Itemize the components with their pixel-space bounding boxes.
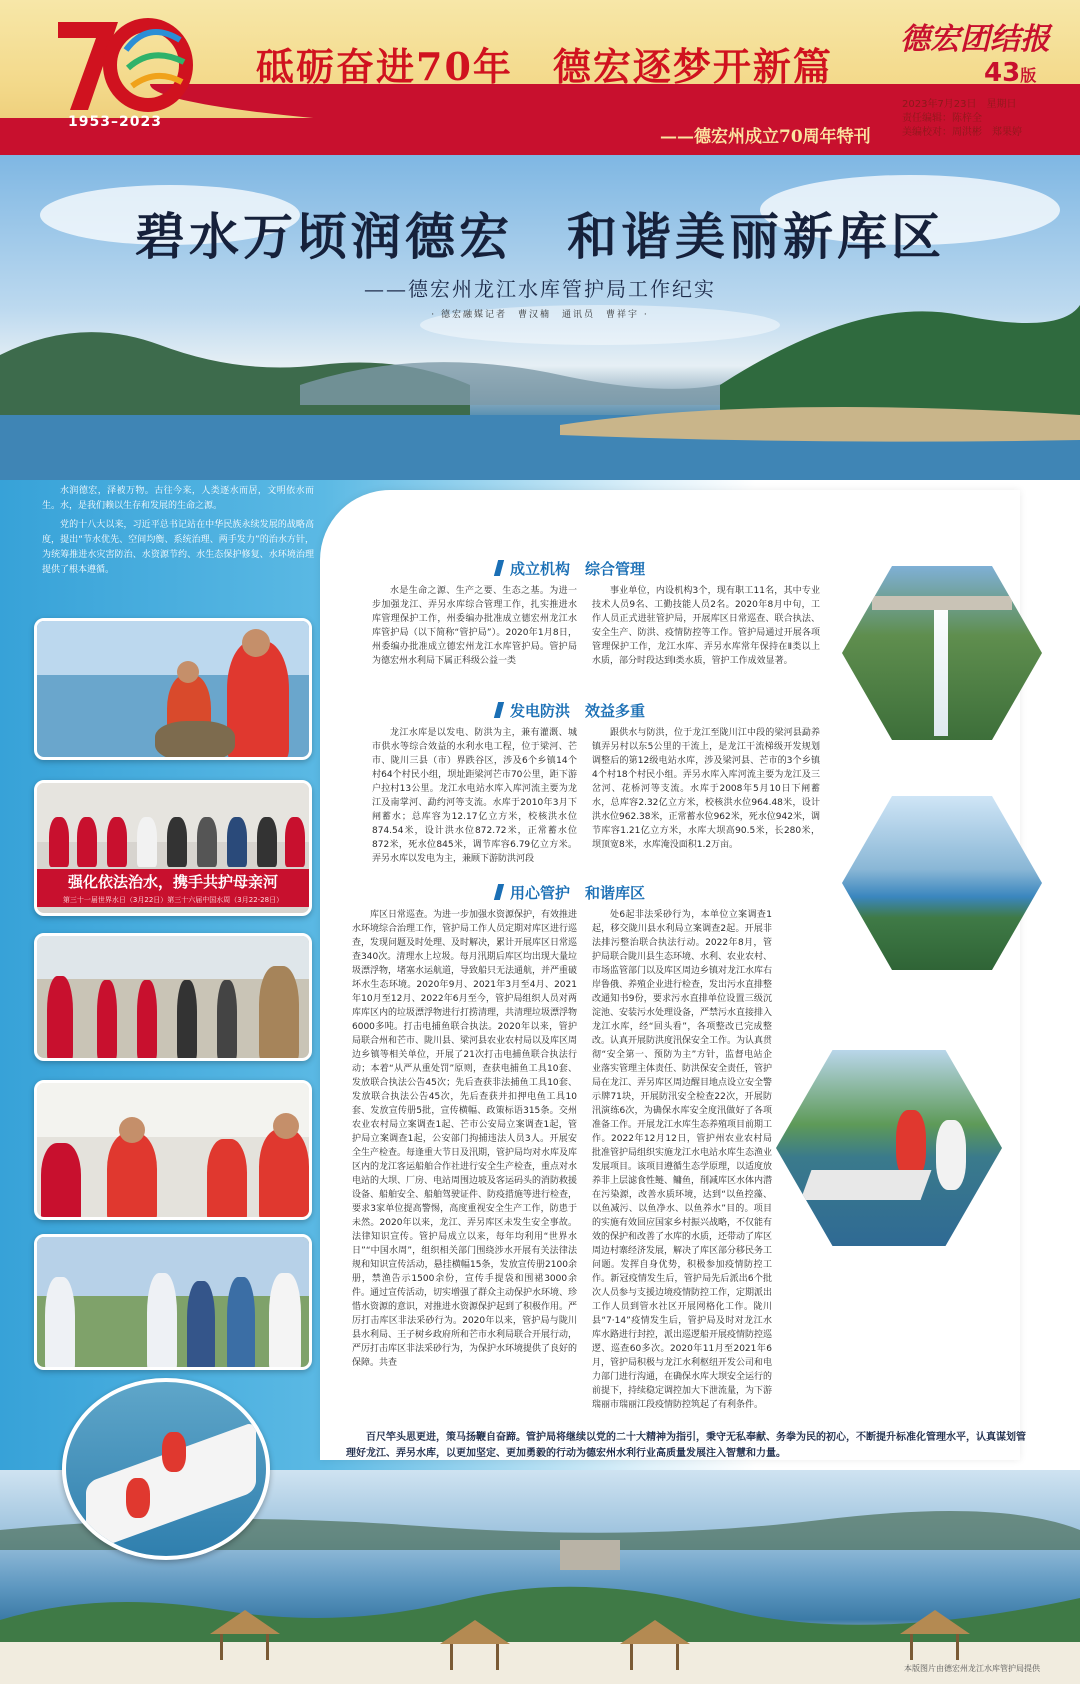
issue-date: 2023年7月23日 星期日 [902,99,1017,110]
article-subtitle: ——德宏州龙江水库管护局工作纪实 [364,277,716,301]
section-1-right-column [592,584,820,694]
section-1-left-text: 水是生命之源、生产之要、生态之基。为进一步加强龙江、弄另水库综合管理工作，扎实推进水库管理保护工作，州委编办批准成立德宏州龙江水库管护局（以下简称“管护局”）。2020年1月8日，州委编办批准成立德宏州龙江水库管护局。管护局为德宏州水利局下属正科级公益一类 [372,586,577,666]
photo-dam-inspection [34,1234,312,1370]
closing-paragraph: 百尺竿头思更进，策马扬鞭自奋蹄。管护局将继续以党的二十大精神为指引，秉守无私奉献、务拳为民的初心，不断提升标准化管理水平，认真谋划管理好龙江、弄另水库，以更加坚定、更加勇毅的行动为德宏州水利行业高质量发展注入智慧和力量。 [346,1432,1026,1459]
circle-photo-patrol-boat [62,1378,270,1560]
photo-water-day-event [34,780,312,916]
logo-years: 1953–2023 [68,114,162,130]
beach-hut [210,1610,280,1660]
masthead [0,0,1080,155]
edition-number-value: 43 [984,58,1021,88]
photo-boat-meeting [34,1080,312,1220]
event-banner [37,869,309,907]
section-heading-3-text: 用心管护 和谐库区 [510,884,646,902]
edition-suffix: 版 [1020,66,1037,85]
section-heading-1-text: 成立机构 综合管理 [510,560,646,578]
section-1-right-text: 事业单位，内设机构3个，现有职工11名，其中专业技术人员9名、工勤技能人员2名。2020年8月中旬，工作人员正式进驻管护局，开展库区日常巡查、联合执法、安全生产、防洪、疫情防控等工作。管护局通过开展各项管理保护工作，龙江水库、弄另水库常年保持在Ⅱ类以上水质，部分时段达到Ⅰ类水质，管护工作成效显著。 [592,586,820,666]
section-2-right-column [592,726,820,874]
hero-landscape [0,155,1080,495]
newspaper-brand: 德宏团结报 [900,22,1050,57]
anniversary-70-logo [48,10,198,118]
beach-hut [900,1610,970,1660]
section-2-right-text: 跟供水与防洪，位于龙江至陇川江中段的梁河县勐养镇弄另村以东5公里的干流上，是龙江干流梯级开发规划调整后的第12级电站水库，涉及梁河县、芒市的3个乡镇4个村18个村民小组。弄另水库入库河流主要为龙江及三岔河、花桥河等支流。水库于2008年5月10日下闸蓄水，总库容2.32亿立方米，校核洪水位964.48米，设计洪水位962.38米，正常蓄水位962米，死水位942米，调节库容1.21亿立方米，水库大坝高90.5米，长280米，坝顶宽8米，水库淹没面积1.2万亩。 [592,728,820,850]
photo-credit: 本版图片由德宏州龙江水库管护局提供 [904,1664,1040,1673]
beach-hut [440,1620,510,1670]
edition-number [984,58,1036,88]
section-3-right-column [592,908,772,1422]
masthead-subtitle: ——德宏州成立70周年特刊 [660,127,871,147]
section-heading-1 [496,558,645,580]
issue-proof: 美编校对：周洪彬 郑果婷 [902,127,1022,138]
section-3-left-column [352,908,577,1422]
section-2-left-column [372,726,577,874]
section-heading-2-text: 发电防洪 效益多重 [510,702,646,720]
photo-fish-release [34,618,312,760]
issue-editor: 责任编辑：陈梓全 [902,113,982,124]
photo-inspection-group [34,933,312,1061]
article-title: 碧水万顷润德宏 和谐美丽新库区 [135,207,945,266]
article-byline: · 德宏融媒记者 曹汉楠 通讯员 曹祥宇 · [431,310,649,320]
event-banner-main: 强化依法治水，携手共护母亲河 [67,873,278,891]
section-heading-2 [496,700,645,722]
intro-paragraph: 水润德宏，泽被万物。古往今来，人类逐水而居，文明依水而生。水，是我们赖以生存和发展的生命之源。 [42,486,314,511]
event-banner-sub: 第三十一届世界水日（3月22日）第三十六届中国水周（3月22-28日） [62,896,284,904]
section-1-left-column [372,584,577,694]
section-2-left-text: 龙江水库是以发电、防洪为主，兼有灌溉、城市供水等综合效益的水利水电工程，位于梁河、芒市、陇川三县（市）界跌谷区，涉及6个乡镇14个村64个村民小组，坝址距梁河芒市70公里，距下游户拉村13公里。龙江水电站水库入库河流主要为龙江及南掌河、勐约河等支流。水库于2010年3月下闸蓄水；总库容为12.17亿立方米，校核洪水位874.54米，设计洪水位872.72米，正常蓄水位872米，死水位845米，调节库容6.79亿立方米。弄另水库以发电为主，兼顾下游防洪河段 [372,728,577,864]
intro-paragraph: 党的十八大以来，习近平总书记站在中华民族永续发展的战略高度，提出“节水优先、空间均衡、系统治理、两手发力”的治水方针，为统筹推进水灾害防治、水资源节约、水生态保护修复、水环境治理提供了根本遵循。 [42,520,314,575]
intro-text [42,484,314,582]
section-heading-3 [496,882,645,904]
issue-meta [902,98,1022,140]
beach-hut [620,1620,690,1670]
section-3-right-text: 处6起非法采砂行为，本单位立案调查1起，移交陇川县水利局立案调查2起。开展非法排污整治联合执法行动。2022年8月，管护局联合陇川县生态环境、水利、农业农村、市场监管部门以及库区周边乡镇对龙江水库右岸鲁俄、养殖企业进行检查，发出污水直排整改通知书9份，要求污水直排单位设置三级沉淀池、安装污水处理设备，严禁污水直接排入龙江水库，经“回头看”，各项整改已完成整改。认真开展防洪度汛保安全工作。为认真贯彻“安全第一、预防为主”方针，监督电站企业落实管理主体责任、防洪保安全责任，管护局在龙江、弄另库区周边醒目地点设立安全警示牌71块，开展防汛安全检查22次，开展防汛演练6次，为确保水库安全度汛做好了各项准备工作。开展龙江水库生态养殖项目前期工作。2022年12月12日，管护州农业农村局批准管护局组织实施龙江水电站水库生态渔业发展项目。该项目遵循生态学原理，以适度放养非上层滤食性鲢、鳙鱼，削减库区水体内潜在污染源，改善水质环境，达到“以鱼控藻、以鱼减污、以鱼净水、以鱼养水”目的。项目的实施有效回应国家乡村振兴战略，不仅能有效的保护和改善了水库的水质，还带动了库区周边村寨经济发展，解决了库区部分移民务工问题。发挥自身优势，积极参加疫情防控工作。新冠疫情发生后，管护局先后派出6个批次人员参与支援边境疫情防控工作，定期派出工作人员到管水社区开展网格化工作。陇川县“7·14”疫情发生后，管护局及时对龙江水库水路进行封控，派出巡逻船开展疫情防控巡逻、巡查60多次。2020年11月至2021年6月，管护局积极与龙江水利枢纽开发公司和电力部门进行沟通，在确保水库大坝安全运行的前提下，持续稳定调控加大下泄流量，为下游瑞丽市瑞丽江段疫情防控筑起了有利条件。 [592,910,772,1410]
masthead-slogan: 砥砺奋进70年 德宏逐梦开新篇 [256,44,833,89]
section-3-left-text: 库区日常巡查。为进一步加强水资源保护，有效推进水环境综合治理工作，管护局工作人员定期对库区进行巡查，发现问题及时处理、及时解决，累计开展库区日常巡查340次。清理水上垃圾。每月汛期后库区均出现大量垃圾漂浮物，堵塞水运航道，导致船只无法通航，并严重破坏水生态环境。2020年9月、2021年3月至4月、2021年10月至12月、2022年6月至今，管护局组织人员对两库库区内的垃圾漂浮物进行打捞清理，共清理垃圾漂浮物6000多吨。打击电捕鱼联合执法。2020年以来，管护局联合州和芒市、陇川县、梁河县农业农村局以及库区周边乡镇等相关单位，开展了21次打击电捕鱼联合执法行动；本着“从严从重处罚”原则，查获电捕鱼工具10套、发放联合执法公告45次；先后查获非法捕鱼工具10套、发放联合执法公告45次，先后查获并扣押电鱼工具10套、发放宣传册5批，宣传横幅、政策标语315条。交州农业农村局立案调查1起、芒市公安局立案调查1起，管护局立案调查1起，公安部门拘捕违法人员3人。开展安全生产检查。每逢重大节日及汛期，管护局均对水库及库区内的龙江客运船舶合作社进行安全生产检查，重点对水电站的大坝、厂房、电站周围边坡及客运码头的消防救援设备、船舶安全、船舶驾驶证件、防疫措施等进行检查，要求3家单位提高警惕，高度重视安全生产工作，防患于未然。2020年以来，龙江、弄另库区未发生安全事故。法律知识宣传。管护局成立以来，每年均利用“世界水日”“中国水周”，组织相关部门围绕涉水开展有关法律法规和知识宣传活动，悬挂横幅15条，发放宣传册2100余册，禁渔告示1500余份，宣传手提袋和围裙3000余件。通过宣传活动，切实增强了群众主动保护水环境、珍惜水资源的意识，对推进水资源保护起到了积极作用。严厉打击库区非法采砂行为。2020年以来，管护局与陇川县水利局、王子树乡政府所和芒市水利局联合开展行动，严厉打击库区非法采砂行为，为保护水环境提供了良好的保障。共查 [352,910,577,1368]
